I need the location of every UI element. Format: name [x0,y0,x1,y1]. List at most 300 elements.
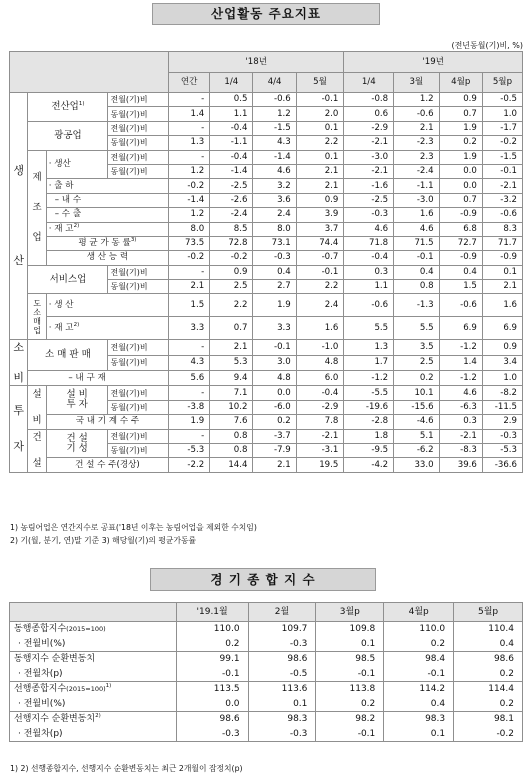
value-cell: 0.2 [454,697,523,712]
industry-indicator-table [9,51,523,473]
period-label: 동월(기)비 [108,136,169,150]
label-retail-sales: 소 매 판 매 [28,340,108,371]
value-cell: 7.6 [210,415,253,429]
value-cell: -2.1 [344,136,394,150]
value-cell: 0.7 [439,107,482,121]
value-cell: -1.0 [296,340,344,355]
value-cell: 2.1 [296,179,344,193]
value-cell: 1.5 [439,280,482,294]
col-header: 1/4 [344,73,394,93]
period-label: 전월(기)비 [108,429,169,443]
value-cell: -1.7 [482,121,522,135]
value-cell: - [169,93,210,107]
value-cell: -1.4 [253,150,296,164]
value-cell: 2.1 [394,121,439,135]
value-cell: -3.1 [296,444,344,458]
value-cell: 113.5 [176,682,248,697]
value-cell: -0.2 [454,727,523,742]
value-cell: 71.5 [394,236,439,250]
table-row [10,622,523,637]
value-cell: 1.1 [210,107,253,121]
table-row [10,340,523,355]
index-label: 선행지수 순환변동치$^{2)}$ [10,712,177,727]
value-cell: 6.8 [439,222,482,236]
value-cell: 0.7 [439,193,482,207]
value-cell: 1.2 [169,208,210,222]
value-cell: 0.3 [344,265,394,279]
title-composite-index: 경 기 종 합 지 수 [150,568,376,591]
value-cell: 114.4 [454,682,523,697]
col-header: 4월p [384,603,454,622]
section-equipment: 설 비 [28,386,46,429]
value-cell: 0.1 [482,265,522,279]
unit-note: (전년동월(기)비, %) [451,41,523,50]
value-cell: 0.2 [439,136,482,150]
value-cell: 0.2 [316,697,384,712]
value-cell: 98.5 [316,652,384,667]
value-cell: 98.6 [176,712,248,727]
value-cell: -0.5 [248,667,316,682]
value-cell: 1.8 [344,429,394,443]
col-header: 1/4 [210,73,253,93]
value-cell: -36.6 [482,458,522,472]
value-cell: 109.7 [248,622,316,637]
index-label: 동행지수 순환변동치 [10,652,177,667]
value-cell: 6.0 [296,371,344,386]
table-row [10,208,523,222]
value-cell: 110.4 [454,622,523,637]
value-cell: 2.7 [253,280,296,294]
value-cell: 72.7 [439,236,482,250]
value-cell: -7.9 [253,444,296,458]
table-row [10,371,523,386]
value-cell: 3.0 [253,355,296,370]
value-cell: -0.7 [296,251,344,265]
index-label: 선행종합지수(2015=100)$^{1)}$ [10,682,177,697]
value-cell: -2.1 [439,429,482,443]
col-header: 4월p [439,73,482,93]
label-equipment-investment: 설 비 투 자 [46,386,108,415]
value-cell: -1.2 [344,371,394,386]
value-cell: 1.2 [394,93,439,107]
value-cell: -9.5 [344,444,394,458]
value-cell: -0.1 [316,667,384,682]
period-label: 동월(기)비 [108,355,169,370]
value-cell: -1.1 [394,179,439,193]
value-cell: 0.4 [439,265,482,279]
table-row [10,727,523,742]
value-cell: 5.6 [169,371,210,386]
value-cell: 1.4 [169,107,210,121]
value-cell: 1.0 [482,107,522,121]
col-header: 4/4 [253,73,296,93]
value-cell: -3.2 [482,193,522,207]
label-domestic: – 내 수 [46,193,168,207]
table-row [10,386,523,400]
period-label: 동월(기)비 [108,164,169,178]
value-cell: 0.4 [253,265,296,279]
value-cell: 0.8 [210,444,253,458]
value-cell: 72.8 [210,236,253,250]
value-cell: 74.4 [296,236,344,250]
value-cell: -0.3 [248,637,316,652]
header-2019: '19년 [344,52,523,73]
value-cell: -2.1 [296,429,344,443]
period-label: 전월(기)비 [108,265,169,279]
value-cell: 0.2 [253,415,296,429]
value-cell: -2.3 [394,136,439,150]
value-cell: 2.1 [169,280,210,294]
value-cell: 71.7 [482,236,522,250]
value-cell: 98.6 [454,652,523,667]
value-cell: 4.8 [253,371,296,386]
value-cell: -0.2 [210,251,253,265]
value-cell: 110.0 [384,622,454,637]
value-cell: -0.4 [296,386,344,400]
table-row [10,667,523,682]
index-label: · 전월차(p) [10,667,177,682]
value-cell: -2.1 [482,179,522,193]
value-cell: -0.1 [296,265,344,279]
label-construction-completed: 건 설 기 성 [46,429,108,458]
value-cell: 7.1 [210,386,253,400]
value-cell: 4.3 [169,355,210,370]
value-cell: 3.7 [296,222,344,236]
label-ws-inventory: · 재 고$^{2)}$ [46,317,168,340]
value-cell: 2.5 [394,355,439,370]
table-row [10,93,523,107]
table-row [10,712,523,727]
section-construction: 건 설 [28,429,46,472]
value-cell: -1.2 [439,371,482,386]
value-cell: -0.1 [176,667,248,682]
section-wholesale-retail: 도소매업 [28,294,46,340]
value-cell: 110.0 [176,622,248,637]
value-cell: 0.9 [439,93,482,107]
value-cell: 5.5 [394,317,439,340]
label-inventory: · 재 고$^{2)}$ [46,222,168,236]
value-cell: 10.1 [394,386,439,400]
value-cell: - [169,386,210,400]
value-cell: -2.9 [344,121,394,135]
label-utilization: 평 균 가 동 률$^{3)}$ [46,236,168,250]
table-row [10,637,523,652]
value-cell: -0.1 [482,164,522,178]
period-label: 전월(기)비 [108,93,169,107]
value-cell: 2.3 [394,150,439,164]
value-cell: - [169,429,210,443]
value-cell: 0.8 [210,429,253,443]
value-cell: -0.9 [439,208,482,222]
value-cell: 2.2 [296,280,344,294]
table-row [10,682,523,697]
value-cell: 4.6 [253,164,296,178]
label-mining: 광공업 [28,121,108,150]
value-cell: -0.6 [439,294,482,317]
label-export: – 수 출 [46,208,168,222]
value-cell: 5.1 [394,429,439,443]
value-cell: -6.0 [253,400,296,414]
value-cell: 0.0 [253,386,296,400]
value-cell: 5.3 [210,355,253,370]
value-cell: -0.3 [176,727,248,742]
label-construction-orders: 건 설 수 주(경상) [46,458,168,472]
value-cell: 4.6 [344,222,394,236]
value-cell: 19.5 [296,458,344,472]
value-cell: 2.2 [296,136,344,150]
value-cell: 1.3 [169,136,210,150]
value-cell: 1.9 [439,150,482,164]
value-cell: 0.0 [176,697,248,712]
value-cell: 2.1 [482,280,522,294]
value-cell: 0.4 [384,697,454,712]
header-blank [10,603,177,622]
value-cell: 0.7 [210,317,253,340]
col-header: 5월 [296,73,344,93]
value-cell: -1.5 [253,121,296,135]
value-cell: 7.8 [296,415,344,429]
value-cell: 2.0 [296,107,344,121]
table-row [10,251,523,265]
value-cell: -0.6 [482,208,522,222]
value-cell: -2.2 [169,458,210,472]
value-cell: 3.5 [394,340,439,355]
table-row [10,222,523,236]
value-cell: -1.6 [344,179,394,193]
label-ws-production: · 생 산 [46,294,168,317]
value-cell: 5.5 [344,317,394,340]
value-cell: - [169,265,210,279]
value-cell: 1.9 [169,415,210,429]
table-row [10,415,523,429]
period-label: 동월(기)비 [108,107,169,121]
value-cell: -0.2 [169,251,210,265]
value-cell: -15.6 [394,400,439,414]
value-cell: 0.0 [439,164,482,178]
value-cell: -0.5 [482,93,522,107]
value-cell: -5.3 [169,444,210,458]
value-cell: -0.4 [210,150,253,164]
value-cell: 0.1 [384,727,454,742]
table-row [10,652,523,667]
value-cell: 0.1 [296,121,344,135]
value-cell: 3.6 [253,193,296,207]
col-header: '19.1월 [176,603,248,622]
value-cell: 113.6 [248,682,316,697]
value-cell: 2.1 [210,340,253,355]
value-cell: -0.6 [344,294,394,317]
value-cell: 10.2 [210,400,253,414]
value-cell: 0.9 [210,265,253,279]
value-cell: -2.4 [210,208,253,222]
value-cell: 0.1 [316,637,384,652]
header-blank [10,52,169,93]
value-cell: 0.1 [248,697,316,712]
value-cell: -3.0 [394,193,439,207]
label-all-industry: 전산업$^{1)}$ [28,93,108,122]
value-cell: 98.1 [454,712,523,727]
value-cell: -0.1 [253,340,296,355]
value-cell: 1.9 [253,294,296,317]
index-label: 동행종합지수(2015=100) [10,622,177,637]
value-cell: -5.5 [344,386,394,400]
value-cell: 33.0 [394,458,439,472]
table-row [10,458,523,472]
value-cell: 0.5 [210,93,253,107]
value-cell: 113.8 [316,682,384,697]
value-cell: -2.4 [394,164,439,178]
value-cell: -0.3 [248,727,316,742]
section-production: 생 산 [10,93,28,340]
col-header: 3월p [316,603,384,622]
value-cell: 1.1 [344,280,394,294]
value-cell: 2.5 [210,280,253,294]
period-label: 동월(기)비 [108,400,169,414]
label-capacity: 생 산 능 력 [46,251,168,265]
table-row [10,294,523,317]
value-cell: -2.9 [296,400,344,414]
value-cell: 8.0 [253,222,296,236]
label-production: · 생산 [46,150,108,179]
value-cell: 1.6 [482,294,522,317]
value-cell: -0.3 [344,208,394,222]
value-cell: 3.9 [296,208,344,222]
value-cell: 39.6 [439,458,482,472]
value-cell: 0.8 [394,280,439,294]
value-cell: 109.8 [316,622,384,637]
value-cell: 0.9 [296,193,344,207]
col-header: 5월p [482,73,522,93]
value-cell: -4.2 [344,458,394,472]
value-cell: 8.3 [482,222,522,236]
period-label: 동월(기)비 [108,280,169,294]
period-label: 전월(기)비 [108,386,169,400]
value-cell: 3.3 [169,317,210,340]
title-industry-indicators: 산업활동 주요지표 [152,3,380,25]
composite-index-table [9,602,523,742]
value-cell: 4.6 [439,386,482,400]
value-cell: -0.9 [482,251,522,265]
value-cell: 0.4 [394,265,439,279]
value-cell: 73.1 [253,236,296,250]
value-cell: 73.5 [169,236,210,250]
value-cell: -1.3 [394,294,439,317]
value-cell: -0.3 [253,251,296,265]
label-durable-goods: – 내 구 재 [28,371,169,386]
value-cell: 99.1 [176,652,248,667]
col-header: 3월 [394,73,439,93]
value-cell: 0.2 [384,637,454,652]
col-header: 2월 [248,603,316,622]
index-label: · 전월비(%) [10,637,177,652]
section-investment: 투 자 [10,386,28,472]
value-cell: 1.7 [344,355,394,370]
index-label: · 전월차(p) [10,727,177,742]
value-cell: 3.4 [482,355,522,370]
value-cell: 71.8 [344,236,394,250]
index-label: · 전월비(%) [10,697,177,712]
table-row [10,150,523,164]
value-cell: 1.9 [439,121,482,135]
value-cell: 6.9 [482,317,522,340]
table-row [10,236,523,250]
table-row [10,317,523,340]
value-cell: 114.2 [384,682,454,697]
value-cell: -0.2 [169,179,210,193]
value-cell: -6.3 [439,400,482,414]
value-cell: -0.1 [394,251,439,265]
value-cell: 3.3 [253,317,296,340]
value-cell: 1.6 [394,208,439,222]
value-cell: 9.4 [210,371,253,386]
value-cell: 98.3 [248,712,316,727]
footnote: 1) 농림어업은 연간지수로 공표('18년 이후는 농림어업을 제외한 수치임) [10,523,257,532]
value-cell: -0.6 [253,93,296,107]
value-cell: -3.8 [169,400,210,414]
value-cell: -0.1 [316,727,384,742]
value-cell: 2.9 [482,415,522,429]
table-row [10,193,523,207]
label-service: 서비스업 [28,265,108,294]
value-cell: -0.4 [210,121,253,135]
value-cell: -0.8 [344,93,394,107]
value-cell: 2.4 [253,208,296,222]
col-header: 5월p [454,603,523,622]
value-cell: - [169,150,210,164]
value-cell: -8.2 [482,386,522,400]
value-cell: -0.1 [384,667,454,682]
value-cell: 2.2 [210,294,253,317]
value-cell: 2.1 [253,458,296,472]
value-cell: -2.5 [210,179,253,193]
value-cell: 1.4 [439,355,482,370]
value-cell: 1.2 [253,107,296,121]
value-cell: -2.5 [344,193,394,207]
period-label: 전월(기)비 [108,340,169,355]
footnote: 2) 기(월, 분기, 연)말 기준 3) 해당월(기)의 평균가동률 [10,536,197,545]
table-row [10,429,523,443]
period-label: 전월(기)비 [108,150,169,164]
value-cell: -0.9 [439,251,482,265]
value-cell: -0.3 [482,429,522,443]
value-cell: -2.6 [210,193,253,207]
table-row [10,179,523,193]
table-row [10,121,523,135]
value-cell: 0.6 [344,107,394,121]
value-cell: -0.6 [394,107,439,121]
value-cell: -0.4 [344,251,394,265]
value-cell: 4.6 [394,222,439,236]
value-cell: 8.5 [210,222,253,236]
value-cell: 14.4 [210,458,253,472]
value-cell: 0.0 [439,179,482,193]
value-cell: 0.3 [439,415,482,429]
value-cell: 2.4 [296,294,344,317]
value-cell: -2.1 [344,164,394,178]
value-cell: 98.4 [384,652,454,667]
period-label: 전월(기)비 [108,121,169,135]
value-cell: 98.3 [384,712,454,727]
value-cell: 98.6 [248,652,316,667]
value-cell: 4.3 [253,136,296,150]
value-cell: 6.9 [439,317,482,340]
value-cell: 2.1 [296,164,344,178]
value-cell: - [169,340,210,355]
header-2018: '18년 [169,52,344,73]
label-machinery-orders: 국 내 기 계 수 주 [46,415,168,429]
value-cell: 1.5 [169,294,210,317]
value-cell: -4.6 [394,415,439,429]
